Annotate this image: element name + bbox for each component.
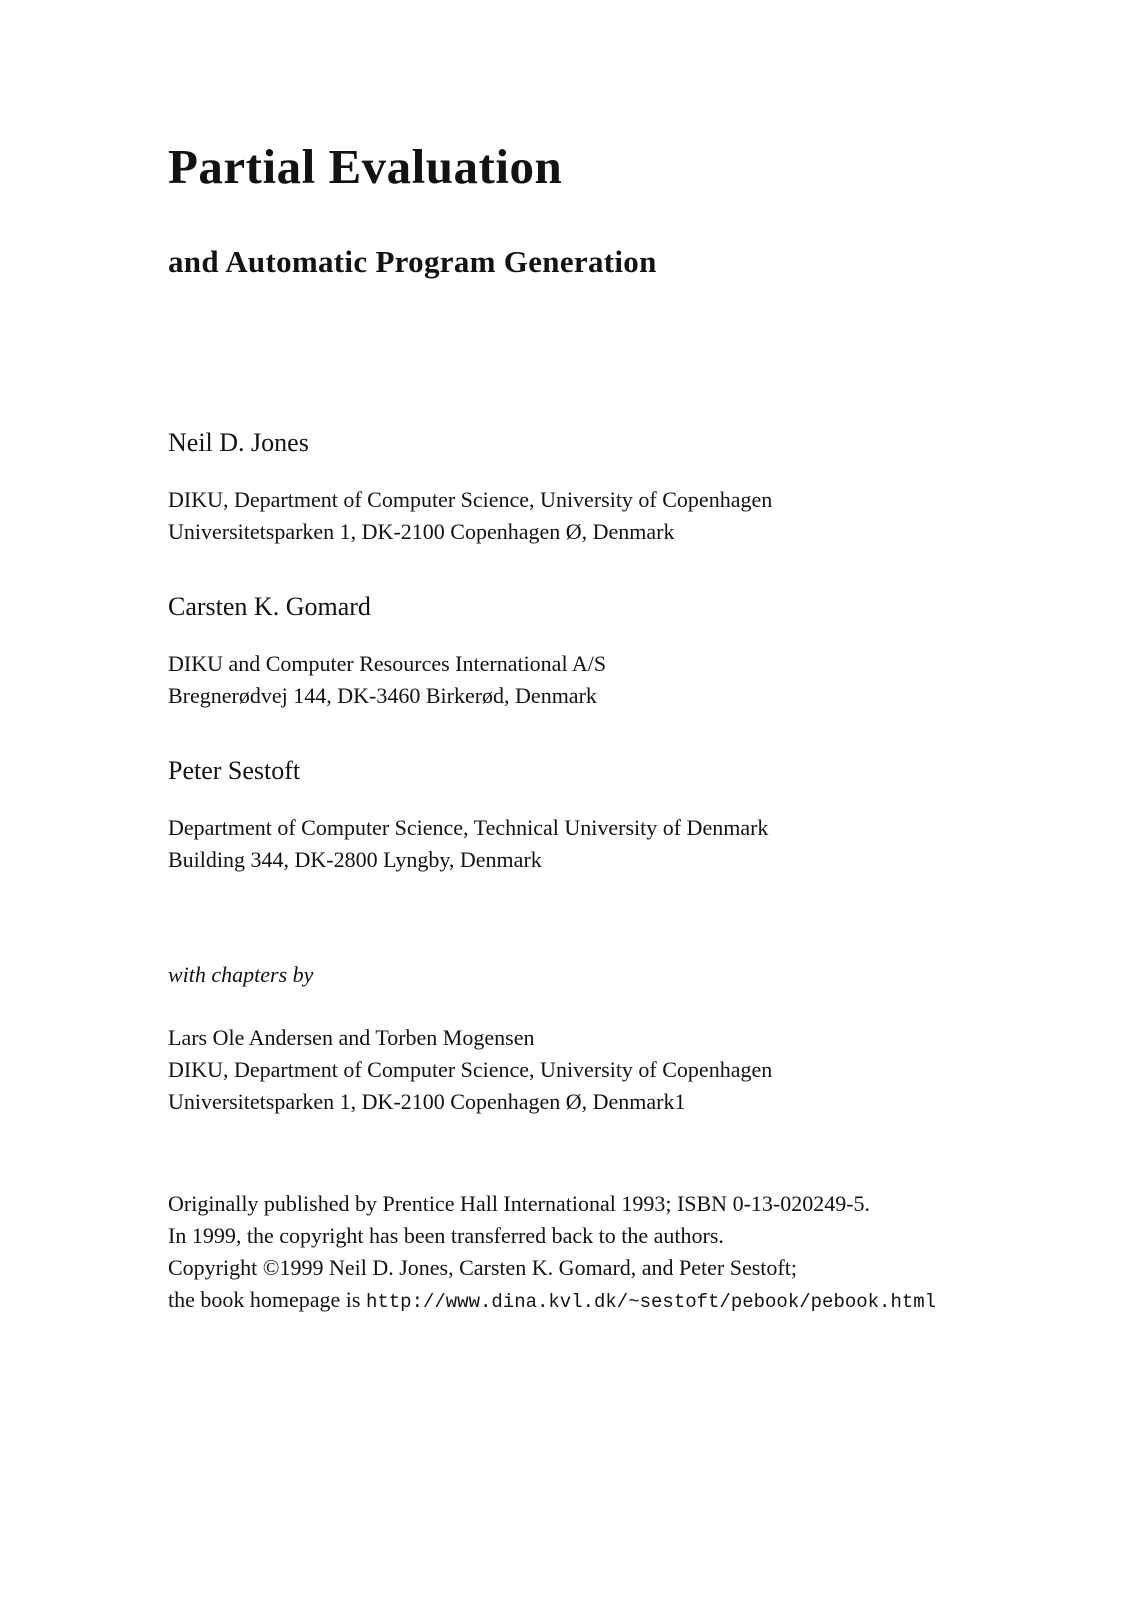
- publication-original-line: Originally published by Prentice Hall International 1993; ISBN 0-13-020249-5.: [168, 1190, 871, 1216]
- publication-note: [168, 1188, 1031, 1318]
- author-affiliation: [168, 484, 1031, 548]
- page-subtitle: and Automatic Program Generation: [168, 243, 657, 279]
- chapters-note-contributors: [168, 1022, 1031, 1118]
- author-block: [168, 756, 1031, 876]
- author-block: [168, 592, 1031, 712]
- contributor-names-line: Lars Ole Andersen and Torben Mogensen: [168, 1024, 535, 1050]
- author-affiliation-line: Universitetsparken 1, DK-2100 Copenhagen Ø, Denmark: [168, 518, 675, 544]
- author-affiliation-line: Bregnerødvej 144, DK-3460 Birkerød, Denmark: [168, 682, 597, 708]
- publication-homepage-line: [168, 1284, 1031, 1318]
- author-affiliation: [168, 812, 1031, 876]
- book-homepage-url[interactable]: http://www.dina.kvl.dk/~sestoft/pebook/pebook.html: [365, 1290, 937, 1313]
- chapters-note-label: with chapters by: [168, 961, 314, 987]
- author-name: Peter Sestoft: [168, 755, 301, 785]
- homepage-prefix-text: the book homepage is: [168, 1286, 366, 1312]
- contributor-affiliation-line: Universitetsparken 1, DK-2100 Copenhagen Ø, Denmark1: [168, 1088, 686, 1114]
- author-affiliation-line: Department of Computer Science, Technical University of Denmark: [168, 814, 769, 840]
- author-affiliation: [168, 648, 1031, 712]
- author-affiliation-line: DIKU and Computer Resources International A/S: [168, 650, 607, 676]
- contributor-affiliation-line: DIKU, Department of Computer Science, University of Copenhagen: [168, 1056, 773, 1082]
- author-block: [168, 428, 1031, 548]
- author-name: Neil D. Jones: [168, 427, 309, 457]
- author-affiliation-line: Building 344, DK-2800 Lyngby, Denmark: [168, 846, 542, 872]
- chapters-note: [168, 960, 1031, 1118]
- publication-transfer-line: In 1999, the copyright has been transferred back to the authors.: [168, 1222, 724, 1248]
- page-title: Partial Evaluation: [168, 139, 563, 194]
- author-name: Carsten K. Gomard: [168, 591, 371, 621]
- publication-copyright-line: Copyright ©1999 Neil D. Jones, Carsten K. Gomard, and Peter Sestoft;: [168, 1254, 797, 1280]
- author-affiliation-line: DIKU, Department of Computer Science, University of Copenhagen: [168, 486, 773, 512]
